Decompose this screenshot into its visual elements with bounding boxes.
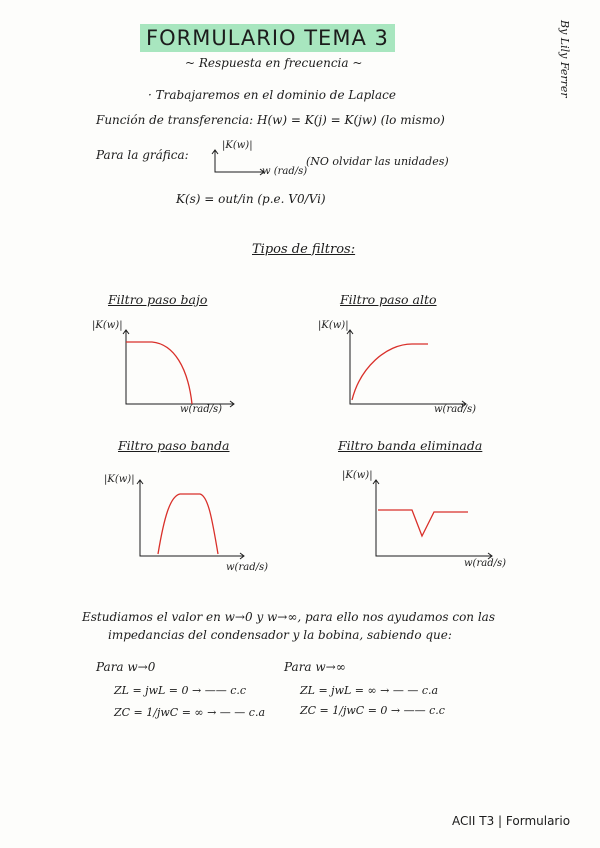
page-title: FORMULARIO TEMA 3 [146,26,389,50]
units-note: (NO olvidar las unidades) [306,155,449,168]
low-pass-xlabel: w(rad/s) [180,404,223,415]
band-pass-ylabel: |K(w)| [104,474,135,485]
low-pass-title: Filtro paso bajo [108,292,208,307]
high-pass-curve [352,344,428,400]
inf-zl-formula: ZL = jwL = ∞ → — — c.a [300,684,439,697]
band-stop-xlabel: w(rad/s) [464,558,507,569]
k-formula: K(s) = out/in (p.e. V0/Vi) [176,192,326,206]
high-pass-xlabel: w(rad/s) [434,404,477,415]
low-pass-curve [126,342,192,404]
analysis-line-1: Estudiamos el valor en w→0 y w→∞, para ello nos ayudamos con las [82,610,495,624]
footer-label: ACII T3 | Formulario [452,814,571,828]
low-pass-ylabel: |K(w)| [92,320,123,331]
band-pass-title: Filtro paso banda [118,438,230,453]
inf-freq-label: Para w→∞ [284,660,346,674]
mini-axes-ylabel: |K(w)| [222,140,253,151]
zero-zl-formula: ZL = jwL = 0 → —— c.c [114,684,247,697]
band-pass-xlabel: w(rad/s) [226,562,269,573]
inf-zc-formula: ZC = 1/jwC = 0 → —— c.c [300,704,445,717]
zero-zc-formula: ZC = 1/jwC = ∞ → — — c.a [114,706,266,719]
band-pass-curve [158,494,218,554]
intro-bullet: · Trabajaremos en el dominio de Laplace [148,88,396,102]
title-highlight [140,24,395,52]
high-pass-chart [346,328,476,408]
low-pass-chart [122,328,242,408]
band-stop-title: Filtro banda eliminada [338,438,483,453]
mini-axes-xlabel: w (rad/s) [262,166,308,177]
graph-intro-label: Para la gráfica: [96,148,189,162]
band-stop-chart [372,478,502,560]
filters-heading: Tipos de filtros: [252,242,356,257]
band-pass-chart [136,478,256,560]
high-pass-title: Filtro paso alto [340,292,437,307]
band-stop-curve [378,510,468,536]
analysis-line-2: impedancias del condensador y la bobina, sabiendo que: [108,628,452,642]
high-pass-ylabel: |K(w)| [318,320,349,331]
author-signature: By Lily Ferrer [558,20,571,98]
page-subtitle: ~ Respuesta en frecuencia ~ [185,56,363,70]
band-stop-ylabel: |K(w)| [342,470,373,481]
zero-freq-label: Para w→0 [96,660,156,674]
transfer-function-line: Función de transferencia: H(w) = K(j) = K(jw) (lo mismo) [96,113,445,127]
